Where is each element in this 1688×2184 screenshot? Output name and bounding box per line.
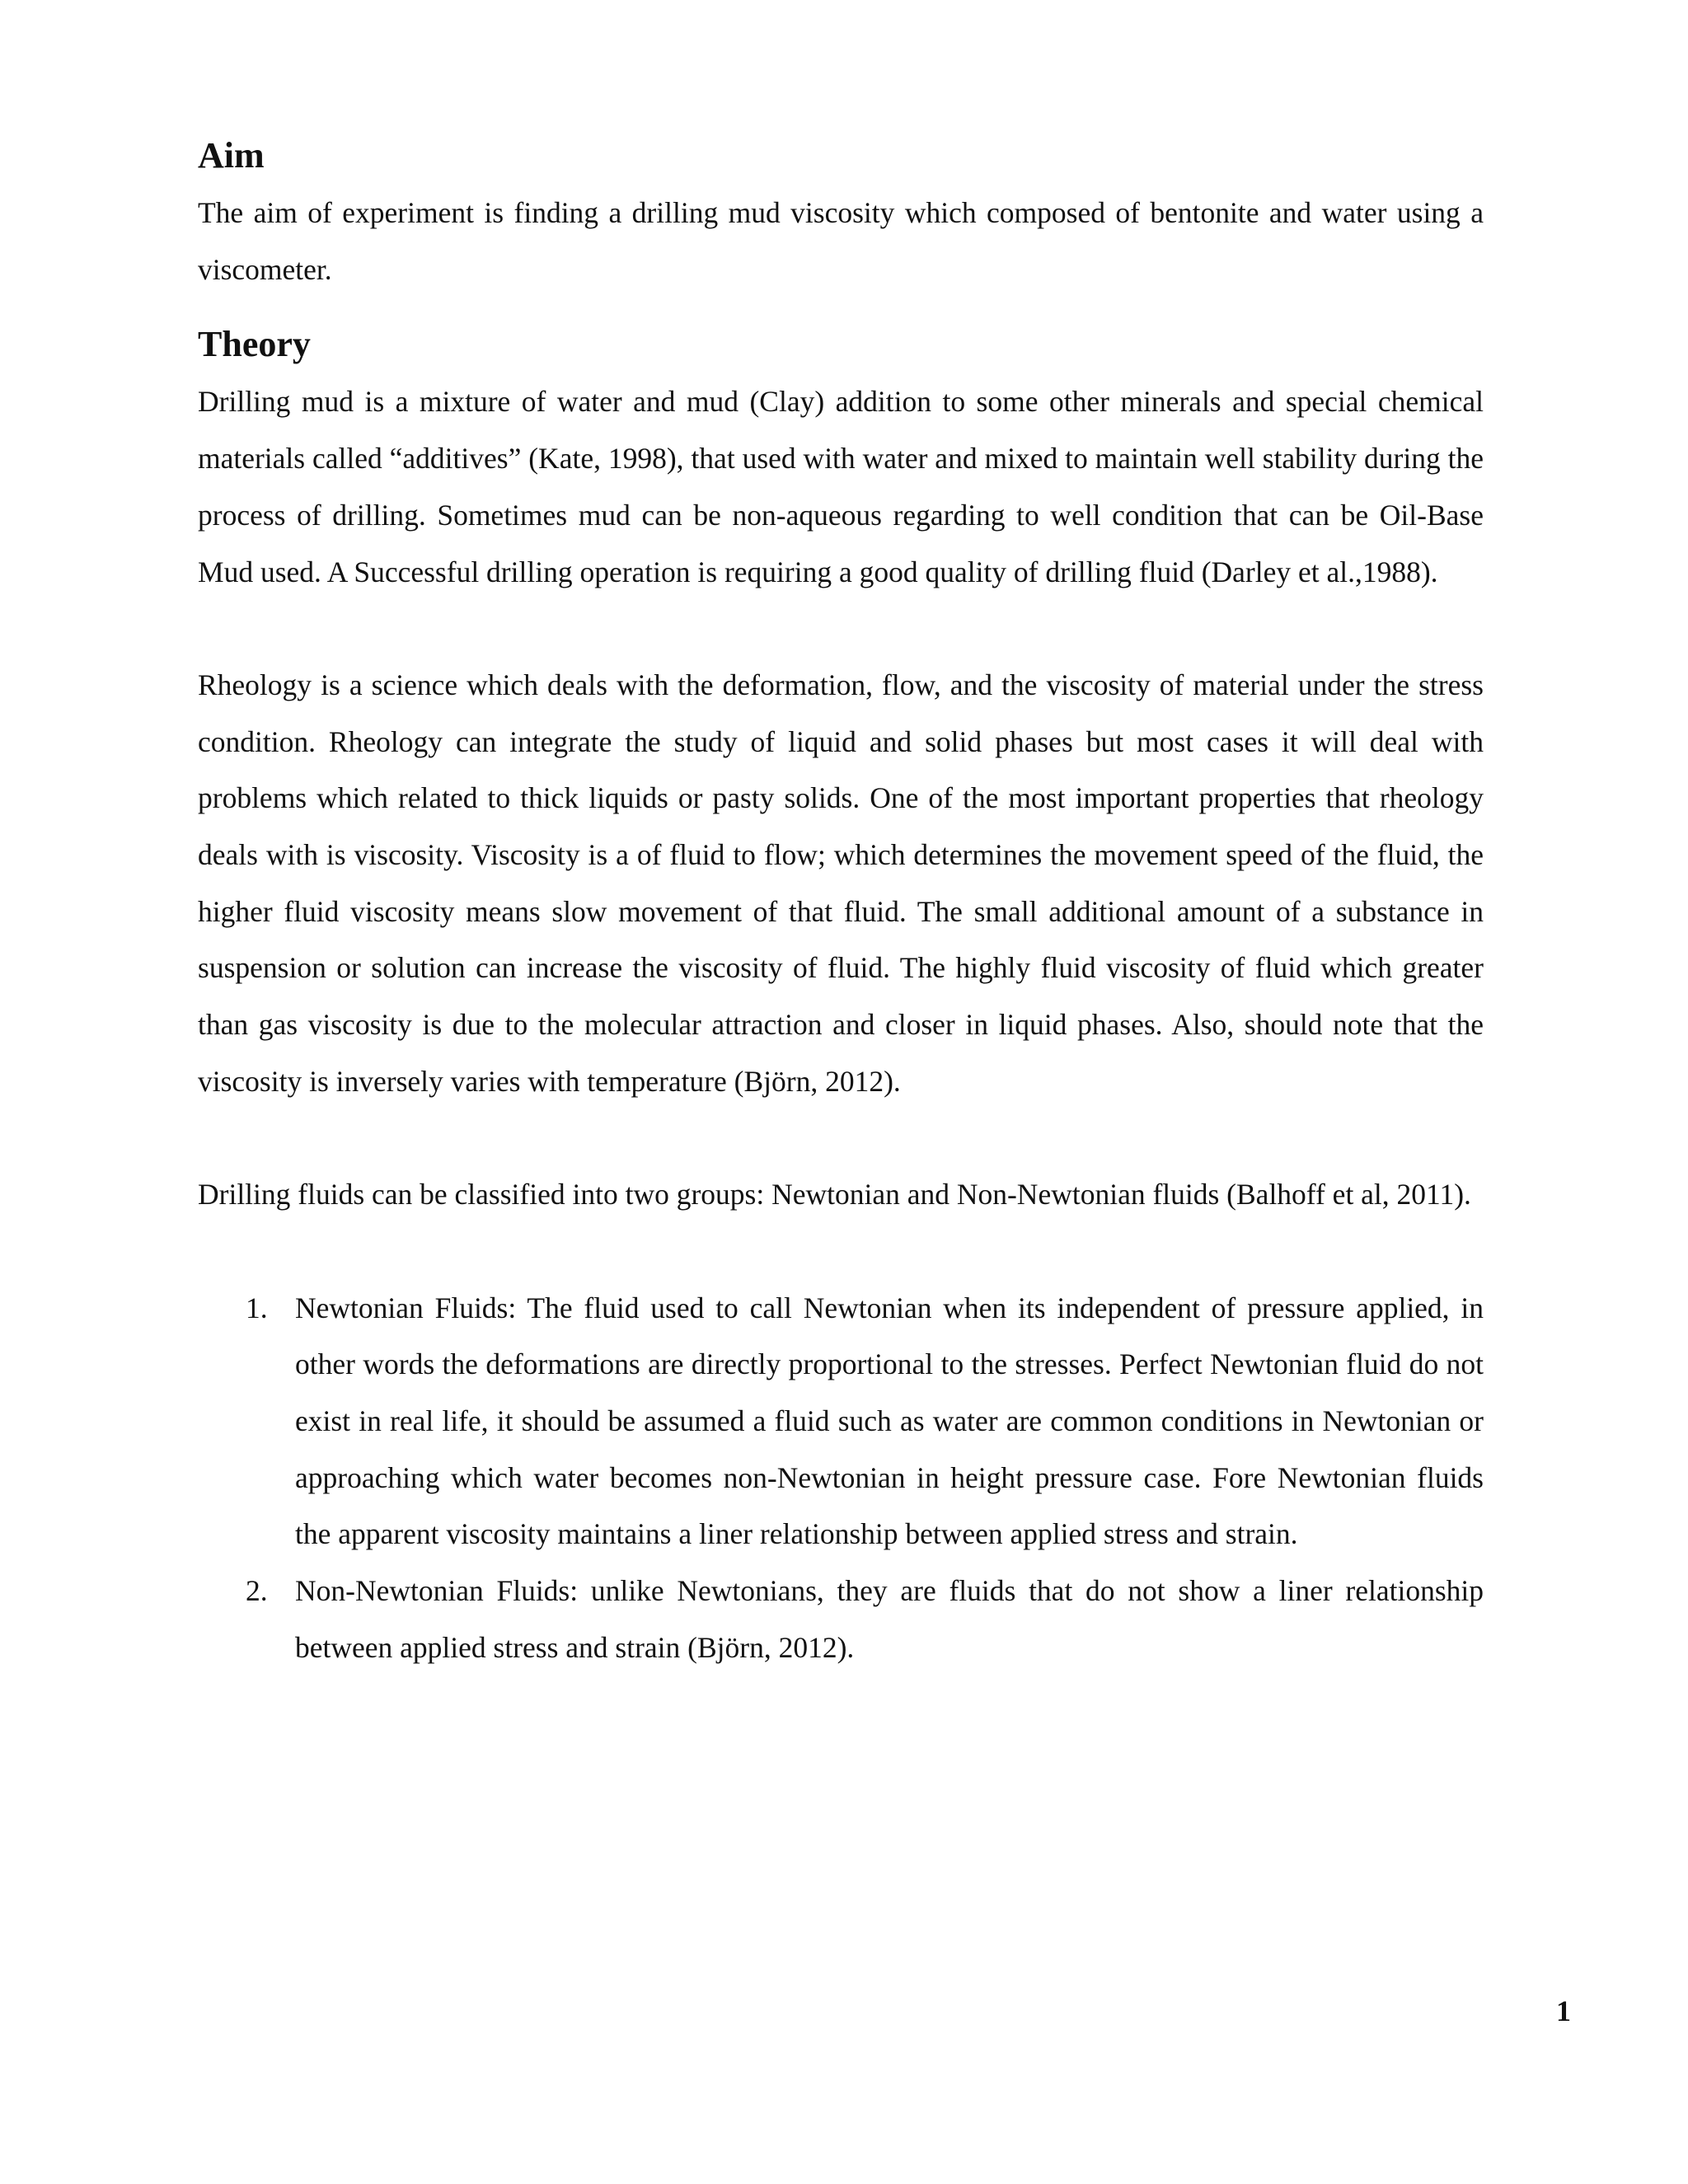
list-item-text: Newtonian Fluids: The fluid used to call Newtonian when its independent of pressure applied, in other words the deformations are directly proportional to the stresses. Perfect Newtonian fluid do not exist in real life, it should be assumed a fluid such as water are common conditions in Newtonian or approaching which water becomes non-Newtonian in height pressure case. Fore Newtonian fluids the apparent viscosity maintains a liner relationship between applied stress and strain. [295,1291,1484,1551]
aim-heading: Aim [198,135,265,176]
theory-paragraph-classification: Drilling fluids can be classified into two groups: Newtonian and Non-Newtonian fluids (Balhoff et al, 2011). [198,1178,1471,1212]
theory-paragraph-rheology: Rheology is a science which deals with the deformation, flow, and the viscosity of material under the stress condition. Rheology can integrate the study of liquid and solid phases but most cases it will deal with problems which related to thick liquids or pasty solids. One of the most important properties that rheology deals with is viscosity. Viscosity is a of fluid to flow; which determines the movement speed of the fluid, the higher fluid viscosity means slow movement of that fluid. The small additional amount of a substance in suspension or solution can increase the viscosity of fluid. The highly fluid viscosity of fluid which greater than gas viscosity is due to the molecular attraction and closer in liquid phases. Also, should note that the viscosity is inversely varies with temperature (Björn, 2012). [198,668,1484,1098]
theory-paragraph-drilling-mud: Drilling mud is a mixture of water and mud (Clay) addition to some other minerals and special chemical materials called “additives” (Kate, 1998), that used with water and mixed to maintain well stability during the process of drilling. Sometimes mud can be non-aqueous regarding to well condition that can be Oil-Base Mud used. A Successful drilling operation is requiring a good quality of drilling fluid (Darley et al.,1988). [198,385,1484,588]
page-number: 1 [1556,1994,1571,2027]
list-item-number: 1. [246,1291,268,1324]
theory-heading: Theory [198,324,311,365]
document-page [198,132,1484,1676]
list-item-newtonian [246,1280,1484,1563]
list-item-non-newtonian [246,1563,1484,1675]
list-item-text: Non-Newtonian Fluids: unlike Newtonians, they are fluids that do not show a liner relationship between applied stress and strain (Björn, 2012). [295,1574,1484,1664]
fluid-types-list [198,1280,1484,1676]
aim-paragraph: The aim of experiment is finding a drilling mud viscosity which composed of bentonite and water using a viscometer. [198,196,1484,286]
list-item-number: 2. [246,1574,268,1608]
